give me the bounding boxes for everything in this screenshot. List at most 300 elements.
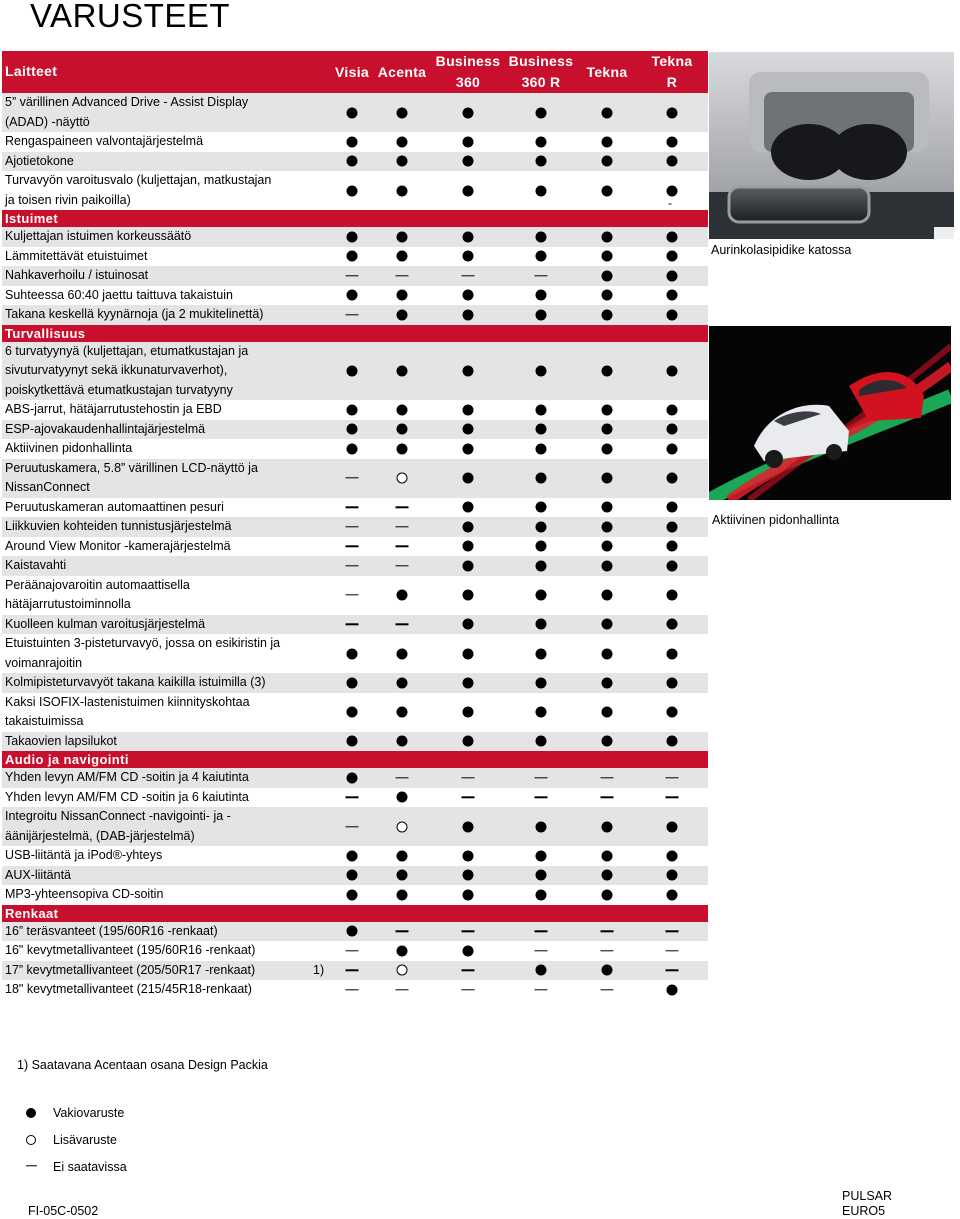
standard-dot-icon xyxy=(667,821,678,832)
standard-dot-icon xyxy=(536,502,547,513)
row-label: Etuistuinten 3-pisteturvavyö, jossa on esikiristin ja voimanrajoitin xyxy=(5,636,281,670)
standard-dot-icon xyxy=(602,107,613,118)
table-row xyxy=(2,152,708,172)
table-row xyxy=(2,885,708,905)
table-row xyxy=(2,556,708,576)
standard-dot-icon xyxy=(463,290,474,301)
standard-dot-icon xyxy=(536,365,547,376)
not-available-dash-icon xyxy=(462,797,475,798)
table-row xyxy=(2,537,708,557)
standard-dot-icon xyxy=(536,309,547,320)
standard-dot-icon xyxy=(397,889,408,900)
standard-dot-icon xyxy=(463,707,474,718)
standard-dot-icon xyxy=(463,502,474,513)
table-row xyxy=(2,439,708,459)
standard-dot-icon xyxy=(397,156,408,167)
column-visia: Visia xyxy=(335,63,369,80)
not-available-dash-icon xyxy=(462,989,475,990)
legend-not-available: Ei saatavissa xyxy=(26,1160,100,1174)
table-row xyxy=(2,980,708,1000)
table-row xyxy=(2,732,708,752)
standard-dot-icon xyxy=(667,850,678,861)
not-available-dash-icon xyxy=(535,989,548,990)
standard-dot-icon xyxy=(602,473,613,484)
standard-dot-icon xyxy=(602,136,613,147)
row-label: Peruutuskamera, 5.8” värillinen LCD-näyttö ja NissanConnect xyxy=(5,460,258,494)
row-label: Turvavyön varoitusvalo (kuljettajan, matkustajan ja toisen rivin paikoilla) xyxy=(5,173,272,207)
standard-dot-icon xyxy=(667,231,678,242)
standard-dot-icon xyxy=(536,443,547,454)
standard-dot-icon xyxy=(536,541,547,552)
not-available-dash-icon xyxy=(601,931,614,932)
table-row xyxy=(2,615,708,635)
standard-dot-icon xyxy=(463,889,474,900)
photo1-caption: Aurinkolasipidike katossa xyxy=(711,243,852,257)
standard-dot-icon xyxy=(602,821,613,832)
standard-dot-icon xyxy=(602,889,613,900)
standard-dot-icon xyxy=(463,870,474,881)
row-label: Liikkuvien kohteiden tunnistusjärjestelmä xyxy=(5,519,232,533)
standard-dot-icon xyxy=(463,365,474,376)
standard-dot-icon xyxy=(536,965,547,976)
standard-dot-icon xyxy=(602,270,613,281)
standard-dot-icon xyxy=(347,107,358,118)
standard-dot-icon xyxy=(347,231,358,242)
row-label: Yhden levyn AM/FM CD -soitin ja 4 kaiutinta xyxy=(5,770,249,784)
section-header: Audio ja navigointi xyxy=(2,751,708,768)
standard-dot-icon xyxy=(602,850,613,861)
column-tekna-r: Tekna R xyxy=(651,53,693,90)
column-acenta: Acenta xyxy=(377,63,427,80)
standard-dot-icon xyxy=(397,365,408,376)
section-header: Istuimet xyxy=(2,210,708,227)
column-business-360: Business 360 xyxy=(435,53,501,90)
row-label: Ajotietokone xyxy=(5,153,74,168)
row-label: 16” teräsvanteet (195/60R16 -renkaat) xyxy=(5,923,218,938)
page-title: VARUSTEET xyxy=(30,0,231,34)
standard-dot-icon xyxy=(667,290,678,301)
table-body xyxy=(2,93,708,1000)
not-available-dash-icon xyxy=(346,275,359,276)
standard-dot-icon xyxy=(347,850,358,861)
standard-dot-icon xyxy=(397,707,408,718)
standard-dot-icon xyxy=(602,251,613,262)
section-header: Turvallisuus xyxy=(2,325,708,342)
not-available-dash-icon xyxy=(535,950,548,951)
not-available-dash-icon xyxy=(396,546,409,547)
model-name: PULSAR EURO5 xyxy=(842,1189,893,1218)
standard-dot-icon xyxy=(463,736,474,747)
standard-dot-icon xyxy=(602,677,613,688)
standard-dot-icon xyxy=(602,404,613,415)
table-row xyxy=(2,132,708,152)
not-available-dash-icon xyxy=(346,797,359,798)
standard-dot-icon xyxy=(463,443,474,454)
table-row xyxy=(2,576,708,615)
standard-dot-icon xyxy=(397,309,408,320)
standard-dot-icon xyxy=(602,309,613,320)
standard-dot-icon xyxy=(536,185,547,196)
not-available-dash-icon xyxy=(535,777,548,778)
standard-dot-icon xyxy=(536,736,547,747)
row-label: 17” kevytmetallivanteet (205/50R17 -renkaat) xyxy=(5,962,256,977)
standard-dot-icon xyxy=(463,541,474,552)
standard-dot-icon xyxy=(347,889,358,900)
standard-dot-icon xyxy=(667,404,678,415)
table-row xyxy=(2,768,708,788)
standard-dot-icon xyxy=(667,424,678,435)
not-available-dash-icon xyxy=(601,777,614,778)
table-row xyxy=(2,93,708,132)
standard-dot-icon xyxy=(602,502,613,513)
standard-dot-icon xyxy=(463,648,474,659)
row-label: 16" kevytmetallivanteet (195/60R16 -renkaat) xyxy=(5,943,256,957)
standard-dot-icon xyxy=(667,560,678,571)
standard-dot-icon xyxy=(536,136,547,147)
column-tekna: Tekna xyxy=(586,63,628,80)
standard-dot-icon xyxy=(536,619,547,630)
standard-dot-icon xyxy=(347,156,358,167)
standard-dot-icon xyxy=(667,365,678,376)
row-label: ABS-jarrut, hätäjarrutustehostin ja EBD xyxy=(5,402,222,416)
standard-dot-icon xyxy=(397,185,408,196)
standard-dot-icon xyxy=(463,619,474,630)
standard-dot-icon xyxy=(602,965,613,976)
table-header xyxy=(2,51,708,93)
standard-dot-icon xyxy=(536,473,547,484)
table-row xyxy=(2,459,708,498)
not-available-dash-icon xyxy=(396,507,409,508)
standard-dot-icon xyxy=(667,870,678,881)
row-label: MP3-yhteensopiva CD-soitin xyxy=(5,887,164,901)
standard-dot-icon xyxy=(602,231,613,242)
standard-dot-icon xyxy=(463,251,474,262)
standard-dot-icon xyxy=(463,821,474,832)
row-label: Takana keskellä kyynärnoja (ja 2 mukitelinettä) xyxy=(5,307,264,321)
standard-dot-icon xyxy=(667,309,678,320)
table-row xyxy=(2,941,708,961)
standard-dot-icon xyxy=(397,231,408,242)
standard-dot-icon xyxy=(463,107,474,118)
standard-dot-icon xyxy=(667,619,678,630)
standard-dot-icon xyxy=(602,560,613,571)
optional-circle-icon xyxy=(397,965,408,976)
not-available-dash-icon xyxy=(535,275,548,276)
header-label: Laitteet xyxy=(5,63,58,79)
standard-dot-icon xyxy=(602,443,613,454)
row-label: AUX-liitäntä xyxy=(5,867,71,882)
row-label: USB-liitäntä ja iPod®-yhteys xyxy=(5,848,163,862)
dash-icon xyxy=(26,1165,37,1166)
standard-dot-icon xyxy=(536,870,547,881)
standard-dot-icon xyxy=(602,707,613,718)
not-available-dash-icon xyxy=(462,777,475,778)
row-label: Kuolleen kulman varoitusjärjestelmä xyxy=(5,616,206,631)
standard-dot-icon xyxy=(347,772,358,783)
table-row xyxy=(2,634,708,673)
not-available-dash-icon xyxy=(346,546,359,547)
not-available-dash-icon xyxy=(462,931,475,932)
standard-dot-icon xyxy=(536,821,547,832)
standard-dot-icon xyxy=(347,365,358,376)
row-label: Yhden levyn AM/FM CD -soitin ja 6 kaiutinta xyxy=(5,789,249,804)
standard-dot-icon xyxy=(667,677,678,688)
standard-dot-icon xyxy=(536,648,547,659)
optional-circle-icon xyxy=(397,473,408,484)
standard-dot-icon xyxy=(463,677,474,688)
table-row xyxy=(2,247,708,267)
standard-dot-icon xyxy=(463,136,474,147)
standard-dot-icon xyxy=(397,736,408,747)
standard-dot-icon xyxy=(347,870,358,881)
standard-dot-icon xyxy=(602,648,613,659)
standard-dot-icon xyxy=(397,251,408,262)
table-row xyxy=(2,400,708,420)
standard-dot-icon xyxy=(602,736,613,747)
standard-dot-icon xyxy=(397,107,408,118)
table-row xyxy=(2,673,708,693)
standard-dot-icon xyxy=(463,473,474,484)
table-row xyxy=(2,807,708,846)
standard-dot-icon xyxy=(536,889,547,900)
standard-dot-icon xyxy=(463,185,474,196)
row-label: Nahkaverhoilu / istuinosat xyxy=(5,268,149,282)
row-label: 18" kevytmetallivanteet (215/45R18-renkaat) xyxy=(5,982,252,996)
standard-dot-icon xyxy=(347,424,358,435)
not-available-dash-icon xyxy=(346,565,359,566)
row-label: 5” värillinen Advanced Drive - Assist Display (ADAD) -näyttö xyxy=(5,95,249,129)
table-row xyxy=(2,961,708,981)
standard-dot-icon xyxy=(536,251,547,262)
not-available-dash-icon xyxy=(346,526,359,527)
filled-dot-icon xyxy=(26,1108,36,1118)
standard-dot-icon xyxy=(536,404,547,415)
standard-dot-icon xyxy=(602,590,613,601)
row-label: Suhteessa 60:40 jaettu taittuva takaistuin xyxy=(5,287,233,302)
standard-dot-icon xyxy=(347,648,358,659)
not-available-dash-icon xyxy=(396,777,409,778)
table-row xyxy=(2,693,708,732)
standard-dot-icon xyxy=(463,231,474,242)
standard-dot-icon xyxy=(463,521,474,532)
table-row xyxy=(2,498,708,518)
not-available-dash-icon xyxy=(396,526,409,527)
table-row xyxy=(2,788,708,808)
not-available-dash-icon xyxy=(346,826,359,827)
standard-dot-icon xyxy=(347,136,358,147)
not-available-dash-icon xyxy=(535,931,548,932)
table-row xyxy=(2,171,708,210)
row-footnote-ref: 1) xyxy=(313,962,325,977)
standard-dot-icon xyxy=(397,424,408,435)
standard-dot-icon xyxy=(397,850,408,861)
standard-dot-icon xyxy=(667,889,678,900)
document-code: FI-05C-0502 xyxy=(28,1204,99,1218)
not-available-dash-icon xyxy=(601,797,614,798)
standard-dot-icon xyxy=(536,590,547,601)
standard-dot-icon xyxy=(347,707,358,718)
not-available-dash-icon xyxy=(346,950,359,951)
active-trace-control-photo xyxy=(709,326,951,500)
not-available-dash-icon xyxy=(666,970,679,971)
standard-dot-icon xyxy=(536,677,547,688)
standard-dot-icon xyxy=(667,541,678,552)
standard-dot-icon xyxy=(536,290,547,301)
standard-dot-icon xyxy=(602,424,613,435)
row-label: Lämmitettävät etuistuimet xyxy=(5,248,148,263)
standard-dot-icon xyxy=(397,792,408,803)
table-row xyxy=(2,866,708,886)
row-label: Kuljettajan istuimen korkeussäätö xyxy=(5,229,192,243)
equipment-table xyxy=(2,51,708,1000)
row-label: Rengaspaineen valvontajärjestelmä xyxy=(5,134,204,148)
not-available-dash-icon xyxy=(666,931,679,932)
standard-dot-icon xyxy=(397,443,408,454)
standard-dot-icon xyxy=(347,926,358,937)
photo2-caption: Aktiivinen pidonhallinta xyxy=(712,513,840,527)
standard-dot-icon xyxy=(602,185,613,196)
standard-dot-icon xyxy=(536,231,547,242)
section-header: Renkaat xyxy=(2,905,708,922)
not-available-dash-icon xyxy=(462,275,475,276)
standard-dot-icon xyxy=(536,107,547,118)
standard-dot-icon xyxy=(463,309,474,320)
standard-dot-icon xyxy=(536,424,547,435)
standard-dot-icon xyxy=(667,736,678,747)
standard-dot-icon xyxy=(397,590,408,601)
row-label: Peruutuskameran automaattinen pesuri xyxy=(5,499,224,514)
row-label: Kaksi ISOFIX-lastenistuimen kiinnityskohtaa takaistuimissa xyxy=(5,694,250,728)
open-circle-icon xyxy=(26,1135,36,1145)
table-row xyxy=(2,266,708,286)
sunglasses-holder-photo xyxy=(709,52,954,239)
standard-dot-icon xyxy=(667,984,678,995)
standard-dot-icon xyxy=(463,850,474,861)
row-label: ESP-ajovakaudenhallintajärjestelmä xyxy=(5,421,206,436)
not-available-dash-icon xyxy=(535,797,548,798)
standard-dot-icon xyxy=(463,424,474,435)
legend-standard: Vakiovaruste xyxy=(26,1106,97,1120)
footnote: 1) Saatavana Acentaan osana Design Packia xyxy=(17,1058,268,1072)
standard-dot-icon xyxy=(463,590,474,601)
not-available-dash-icon xyxy=(601,950,614,951)
row-label: Integroitu NissanConnect -navigointi- ja - äänijärjestelmä, (DAB-järjestelmä) xyxy=(5,809,231,843)
standard-dot-icon xyxy=(602,541,613,552)
standard-dot-icon xyxy=(463,156,474,167)
standard-dot-icon xyxy=(347,290,358,301)
standard-dot-icon xyxy=(536,560,547,571)
standard-dot-icon xyxy=(397,136,408,147)
standard-dot-icon xyxy=(463,945,474,956)
not-available-dash-icon xyxy=(396,624,409,625)
standard-dot-icon xyxy=(347,251,358,262)
standard-dot-icon xyxy=(667,473,678,484)
not-available-dash-icon xyxy=(346,970,359,971)
table-row xyxy=(2,342,708,401)
not-available-dash-icon xyxy=(396,275,409,276)
row-label: Around View Monitor -kamerajärjestelmä xyxy=(5,538,231,553)
standard-dot-icon xyxy=(667,590,678,601)
table-row xyxy=(2,286,708,306)
not-available-dash-icon xyxy=(346,624,359,625)
standard-dot-icon xyxy=(347,185,358,196)
standard-dot-icon xyxy=(602,870,613,881)
row-label: Kolmipisteturvavyöt takana kaikilla istuimilla (3) xyxy=(5,675,266,689)
standard-dot-icon xyxy=(667,521,678,532)
standard-dot-icon xyxy=(667,185,678,196)
standard-dot-icon xyxy=(463,560,474,571)
not-available-dash-icon xyxy=(346,477,359,478)
standard-dot-icon xyxy=(397,290,408,301)
not-available-dash-icon xyxy=(396,565,409,566)
column-business-360-r: Business 360 R xyxy=(508,53,574,90)
standard-dot-icon xyxy=(397,945,408,956)
legend-optional: Lisävaruste xyxy=(26,1133,90,1147)
row-label: Peräänajovaroitin automaattisella hätäjarrutustoiminnolla xyxy=(5,577,190,611)
not-available-dash-icon xyxy=(396,931,409,932)
not-available-dash-icon xyxy=(346,314,359,315)
standard-dot-icon xyxy=(536,850,547,861)
not-available-dash-icon xyxy=(666,950,679,951)
table-row xyxy=(2,227,708,247)
stray-dash: - xyxy=(668,196,672,210)
standard-dot-icon xyxy=(347,736,358,747)
not-available-dash-icon xyxy=(346,594,359,595)
standard-dot-icon xyxy=(602,290,613,301)
standard-dot-icon xyxy=(667,251,678,262)
not-available-dash-icon xyxy=(666,797,679,798)
standard-dot-icon xyxy=(397,404,408,415)
standard-dot-icon xyxy=(602,521,613,532)
optional-circle-icon xyxy=(397,821,408,832)
table-row xyxy=(2,305,708,325)
row-label: Kaistavahti xyxy=(5,558,67,572)
not-available-dash-icon xyxy=(462,970,475,971)
standard-dot-icon xyxy=(667,136,678,147)
standard-dot-icon xyxy=(667,107,678,118)
standard-dot-icon xyxy=(347,404,358,415)
standard-dot-icon xyxy=(397,648,408,659)
table-row xyxy=(2,420,708,440)
standard-dot-icon xyxy=(667,270,678,281)
standard-dot-icon xyxy=(463,404,474,415)
table-row xyxy=(2,922,708,942)
not-available-dash-icon xyxy=(346,989,359,990)
standard-dot-icon xyxy=(602,365,613,376)
standard-dot-icon xyxy=(536,156,547,167)
standard-dot-icon xyxy=(667,502,678,513)
row-label: Takaovien lapsilukot xyxy=(5,733,117,748)
standard-dot-icon xyxy=(536,521,547,532)
standard-dot-icon xyxy=(667,648,678,659)
table-row xyxy=(2,517,708,537)
standard-dot-icon xyxy=(397,677,408,688)
standard-dot-icon xyxy=(347,443,358,454)
row-label: Aktiivinen pidonhallinta xyxy=(5,441,133,455)
not-available-dash-icon xyxy=(346,507,359,508)
standard-dot-icon xyxy=(602,619,613,630)
standard-dot-icon xyxy=(667,707,678,718)
table-row xyxy=(2,846,708,866)
standard-dot-icon xyxy=(347,677,358,688)
standard-dot-icon xyxy=(667,156,678,167)
standard-dot-icon xyxy=(602,156,613,167)
standard-dot-icon xyxy=(536,707,547,718)
not-available-dash-icon xyxy=(396,989,409,990)
standard-dot-icon xyxy=(667,443,678,454)
standard-dot-icon xyxy=(397,870,408,881)
not-available-dash-icon xyxy=(666,777,679,778)
